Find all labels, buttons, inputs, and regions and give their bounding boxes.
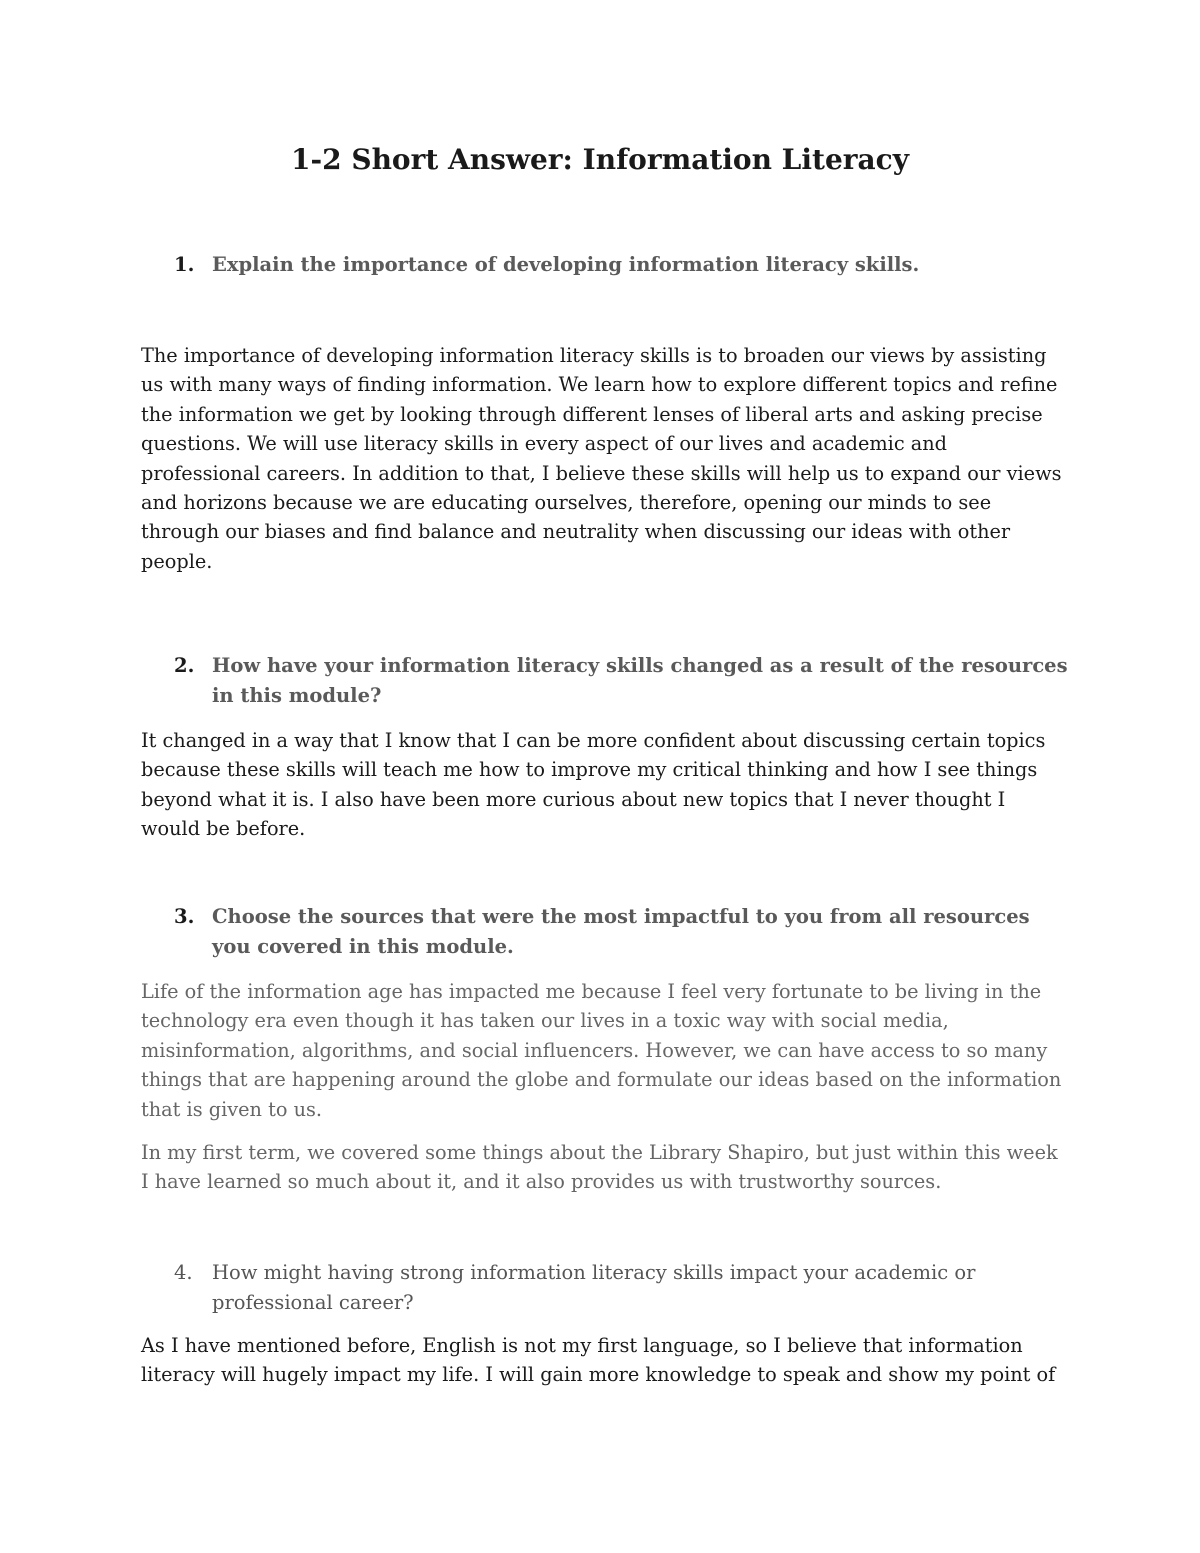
answer-1: The importance of developing information literacy skills is to broaden our views by assisting us with many ways of finding information. We learn how to explore different topics and refine the information we get by looking through different lenses of liberal arts and asking precise questions. We will use literacy skills in every aspect of our lives and academic and professional careers. In addition to that, I believe these skills will help us to expand our views and horizons because we are educating ourselves, therefore, opening our minds to see through our biases and find balance and neutrality when discussing our ideas with other people. xyxy=(141,344,1062,573)
answer-3-paragraph-2: In my first term, we covered some things about the Library Shapiro, but just within this week I have learned so much about it, and it also provides us with trustworthy sources. xyxy=(141,1141,1058,1194)
question-4 xyxy=(174,1258,1074,1318)
question-2-text: How have your information literacy skills changed as a result of the resources in this module? xyxy=(212,654,1068,707)
page-title: 1-2 Short Answer: Information Literacy xyxy=(291,143,909,176)
question-3-text: Choose the sources that were the most impactful to you from all resources you covered in this module. xyxy=(212,905,1030,958)
answer-4: As I have mentioned before, English is not my first language, so I believe that information literacy will hugely impact my life. I will gain more knowledge to speak and show my point of xyxy=(141,1334,1056,1387)
question-3 xyxy=(174,902,1074,962)
answer-2: It changed in a way that I know that I can be more confident about discussing certain topics because these skills will teach me how to improve my critical thinking and how I see things beyond what it is. I also have been more curious about new topics that I never thought I would be before. xyxy=(141,729,1046,841)
answer-3-paragraph-1: Life of the information age has impacted me because I feel very fortunate to be living in the technology era even though it has taken our lives in a toxic way with social media, misinformation, algorithms, and social influencers. However, we can have access to so many things that are happening around the globe and formulate our ideas based on the information that is given to us. xyxy=(141,980,1062,1121)
question-3-number: 3. xyxy=(174,905,195,928)
question-2-number: 2. xyxy=(174,654,195,677)
question-4-number: 4. xyxy=(174,1261,193,1284)
question-2 xyxy=(174,651,1074,711)
question-1-text: Explain the importance of developing information literacy skills. xyxy=(212,253,920,276)
question-1-number: 1. xyxy=(174,253,195,276)
question-1 xyxy=(174,250,1074,280)
question-4-text: How might having strong information literacy skills impact your academic or professional career? xyxy=(212,1261,976,1314)
